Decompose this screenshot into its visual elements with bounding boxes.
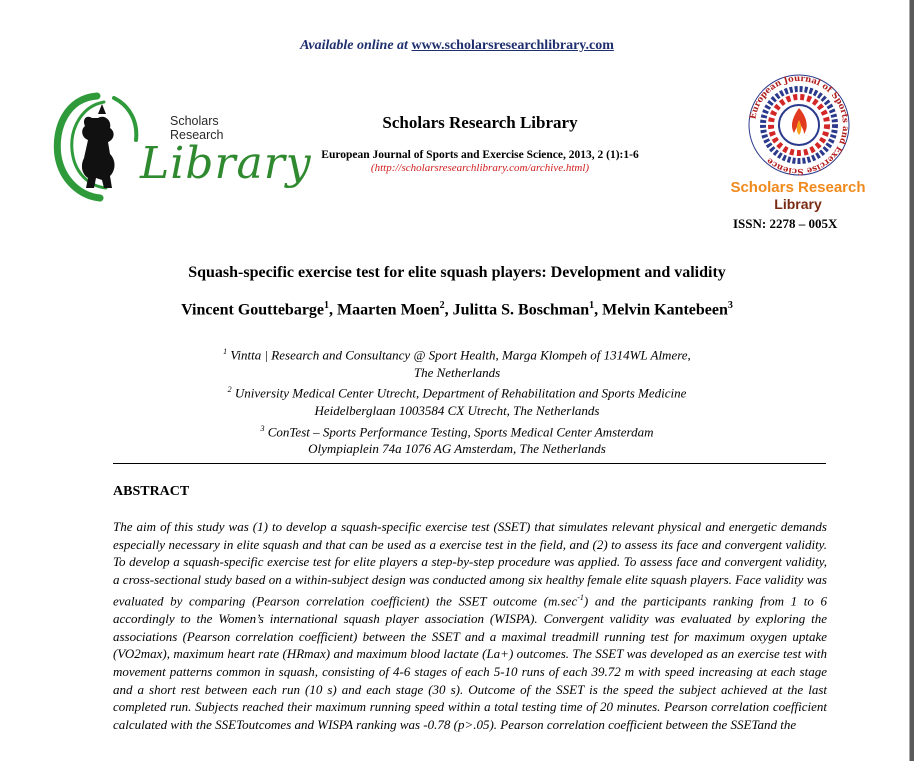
section-divider (113, 463, 826, 464)
author-list: Vincent Gouttebarge$^1$, Maarten Moen$^2$, Julitta S. Boschman$^1$, Melvin Kantebeen$^3$ (181, 300, 733, 319)
affiliation-3 (0, 420, 914, 441)
logo-small-text: Scholars Research (170, 114, 224, 142)
scholars-library-logo-left (52, 88, 312, 208)
author-affiliation-mark: 2 (439, 300, 445, 311)
affiliation-number: 2 (227, 385, 232, 395)
abstract-part: ) and the participants ranking from 1 to 6 accordingly to the Women’s international squash player association (WISPA). Convergent validity was evaluated by exploring the associations (Pearson correlation coefficient) between the SSET and a maximal treadmill running test for maximum oxygen uptake (VO2max), maximum heart rate (HRmax) and maximum blood lactate (La+) outcomes. The SSET was developed as an exercise test with movement patterns common in squash, consisting of 4-6 stages of each 5-10 runs of each 39.72 m with speed increasing at each stage and a short rest between each run (10 s) and each stage (30 s). Outcome of the SSET is the speed the subject achieved at the last completed run. Subjects reached their maximum running speed within a total testing time of 20 minutes. Pearson correlation coefficient calculated with the SSEToutcomes and WISPA ranking was -0.78 (p>.05). Pearson correlation coefficient between the SSETand the (113, 593, 827, 733)
affiliation-line: The Netherlands (413, 364, 501, 380)
available-online (0, 38, 914, 54)
affiliation-1 (0, 343, 914, 364)
author-name: Vincent Gouttebarge (181, 301, 325, 319)
seal-caption (724, 180, 872, 212)
affiliation-2 (0, 381, 914, 402)
author-name: Melvin Kantebeen (602, 301, 728, 319)
journal-archive-url[interactable]: (http://scholarsresearchlibrary.com/archive.html) (370, 162, 590, 174)
author-affiliation-mark: 1 (324, 300, 330, 311)
affiliation-line: University Medical Center Utrecht, Department of Rehabilitation and Sports Medicine (231, 385, 687, 401)
issn: ISSN: 2278 – 005X (733, 216, 838, 231)
journal-seal-icon (724, 70, 874, 180)
affiliation-line: Heidelberglaan 1003584 CX Utrecht, The Netherlands (314, 403, 600, 419)
publisher-url-link[interactable]: www.scholarsresearchlibrary.com (411, 38, 614, 53)
journal-seal-logo-right (724, 70, 874, 220)
available-prefix: Available online at (300, 38, 412, 53)
author-affiliation-mark: 3 (727, 300, 733, 311)
journal-header (290, 113, 670, 174)
abstract-part: The aim of this study was (1) to develop a squash-specific exercise test (SSET) that simulates relevant physical and energetic demands especially necessary in elite squash and that can be used as a exercise test in the field, and (2) to assess its face and convergent validity. To develop a squash-specific exercise test for elite players a step-by-step procedure was applied. To assess face and convergent validity, a cross-sectional study based on a within-subject design was conducted among six healthy female elite squash players. Face validity was evaluated by comparing (Pearson correlation coefficient) the SSET outcome (m.sec (113, 519, 827, 609)
affiliation-line: Vintta | Research and Consultancy @ Sport Health, Marga Klompeh of 1314WL Almere, (227, 347, 691, 363)
affiliation-line: ConTest – Sports Performance Testing, Sports Medical Center Amsterdam (264, 423, 654, 439)
author-affiliation-mark: 1 (589, 300, 595, 311)
affiliations (0, 343, 914, 458)
seal-ring-text: European Journal of Sports and Exercise Science (748, 73, 851, 177)
abstract-heading: ABSTRACT (113, 484, 190, 499)
lion-emblem-icon (52, 88, 142, 208)
publisher-name: Scholars Research Library (382, 113, 578, 132)
seal-caption-line2: Library (774, 196, 822, 212)
journal-citation: European Journal of Sports and Exercise Science, 2013, 2 (1):1-6 (321, 149, 639, 161)
affiliation-number: 3 (260, 423, 265, 433)
author-name: Julitta S. Boschman (452, 301, 590, 319)
affiliation-line: Olympiaplein 74a 1076 AG Amsterdam, The Netherlands (308, 441, 606, 457)
abstract-text (113, 518, 827, 734)
logo-big-text: Library (140, 138, 312, 189)
unit-superscript: -1 (577, 592, 584, 602)
paper-title: Squash-specific exercise test for elite squash players: Development and validity (188, 264, 726, 281)
author-name: Maarten Moen (337, 301, 440, 319)
seal-caption-line1: Scholars Research (730, 179, 866, 196)
affiliation-number: 1 (223, 347, 228, 356)
